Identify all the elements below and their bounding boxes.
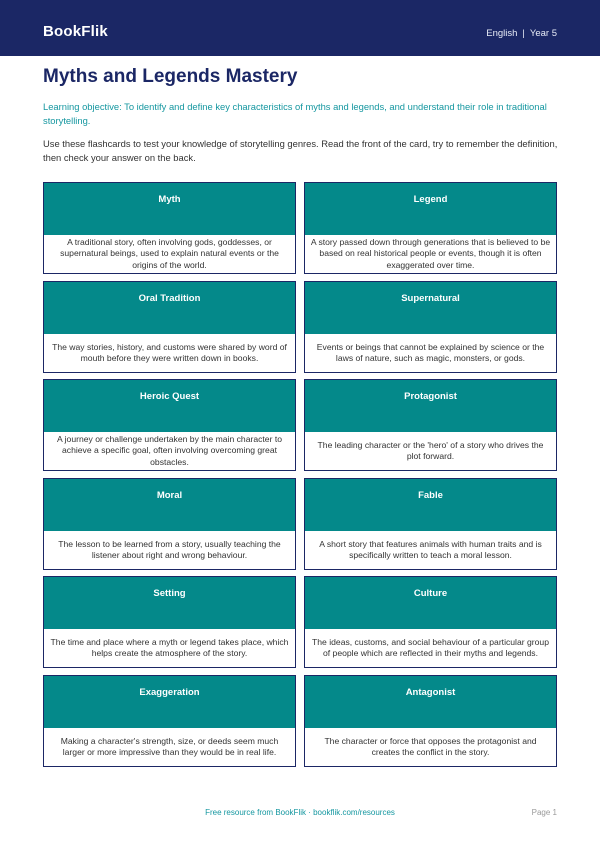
- brand-logo[interactable]: BookFlik: [43, 23, 108, 40]
- card-front: [305, 479, 556, 531]
- flashcard[interactable]: [43, 675, 296, 767]
- flashcard[interactable]: [43, 281, 296, 373]
- card-definition-area: [310, 235, 551, 273]
- flashcard[interactable]: [43, 379, 296, 471]
- footer-resource-link[interactable]: Free resource from BookFlik · bookflik.com/resources: [205, 808, 395, 817]
- card-definition-area: [49, 531, 290, 569]
- card-term: Culture: [413, 588, 448, 599]
- card-definition-area: [310, 531, 551, 569]
- card-definition: The time and place where a myth or legend takes place, which helps create the atmosphere of the story.: [50, 636, 289, 658]
- card-front: [44, 676, 295, 728]
- card-front: [305, 676, 556, 728]
- card-front: [305, 577, 556, 629]
- card-definition: A story passed down through generations that is believed to be based on real historical people or events, though it is often exaggerated over time.: [310, 237, 551, 270]
- card-definition: Making a character's strength, size, or deeds seem much larger or more impressive than they would be in real life.: [60, 735, 279, 757]
- card-definition: The ideas, customs, and social behaviour of a particular group of people which are reflected in their myths and legends.: [312, 636, 549, 658]
- card-definition-area: [310, 432, 551, 470]
- card-definition-area: [310, 334, 551, 372]
- card-front: [305, 183, 556, 235]
- card-term: Exaggeration: [139, 687, 200, 698]
- card-term: Protagonist: [404, 391, 457, 402]
- top-banner: [0, 0, 600, 56]
- card-definition-area: [49, 432, 290, 470]
- subject-label: English: [486, 28, 518, 39]
- card-definition: A traditional story, often involving gods, goddesses, or supernatural beings, used to explain natural events or the origins of the world.: [60, 237, 279, 270]
- card-term: Heroic Quest: [139, 391, 200, 402]
- card-front: [44, 183, 295, 235]
- card-front: [44, 282, 295, 334]
- card-term: Setting: [153, 588, 186, 599]
- separator: |: [522, 28, 525, 39]
- card-term: Myth: [158, 194, 181, 205]
- learning-objective: Learning objective: To identify and define key characteristics of myths and legends, and understand their role in traditional storytelling.: [43, 101, 547, 126]
- subject-year-label: [486, 28, 557, 39]
- card-definition-area: [310, 629, 551, 667]
- intro-text: Use these flashcards to test your knowledge of storytelling genres. Read the front of the card, try to remember the definition, then check your answer on the back.: [43, 138, 558, 163]
- card-term: Moral: [156, 490, 183, 501]
- flashcard[interactable]: [304, 379, 557, 471]
- card-definition-area: [49, 235, 290, 273]
- card-term: Oral Tradition: [138, 293, 201, 304]
- flashcard[interactable]: [43, 576, 296, 668]
- page-title: Myths and Legends Mastery: [43, 66, 298, 87]
- card-definition: Events or beings that cannot be explained by science or the laws of nature, such as magic, monsters, or gods.: [316, 341, 545, 363]
- card-front: [44, 479, 295, 531]
- flashcard[interactable]: [304, 576, 557, 668]
- card-term: Antagonist: [405, 687, 456, 698]
- flashcard[interactable]: [43, 478, 296, 570]
- card-definition: The lesson to be learned from a story, usually teaching the listener about right and wrong behaviour.: [58, 538, 281, 560]
- card-definition: The leading character or the 'hero' of a story who drives the plot forward.: [317, 439, 544, 461]
- page-number: Page 1: [531, 808, 557, 817]
- flashcard[interactable]: [304, 675, 557, 767]
- card-definition: A journey or challenge undertaken by the main character to achieve a specific goal, often involving overcoming great obstacles.: [56, 434, 282, 467]
- card-definition-area: [49, 334, 290, 372]
- card-definition-area: [310, 728, 551, 766]
- flashcard[interactable]: [43, 182, 296, 274]
- card-term: Legend: [413, 194, 448, 205]
- flashcard[interactable]: [304, 182, 557, 274]
- card-definition-area: [49, 728, 290, 766]
- card-front: [44, 577, 295, 629]
- card-definition: The character or force that opposes the protagonist and creates the conflict in the story.: [324, 735, 537, 757]
- flashcard[interactable]: [304, 281, 557, 373]
- card-front: [44, 380, 295, 432]
- card-front: [305, 380, 556, 432]
- card-definition: The way stories, history, and customs were shared by word of mouth before they were written down in books.: [52, 341, 287, 363]
- card-front: [305, 282, 556, 334]
- card-definition-area: [49, 629, 290, 667]
- year-label: Year 5: [529, 28, 557, 39]
- card-definition: A short story that features animals with human traits and is specifically written to teach a moral lesson.: [319, 538, 542, 560]
- flashcard[interactable]: [304, 478, 557, 570]
- card-term: Supernatural: [401, 293, 460, 304]
- card-term: Fable: [418, 490, 443, 501]
